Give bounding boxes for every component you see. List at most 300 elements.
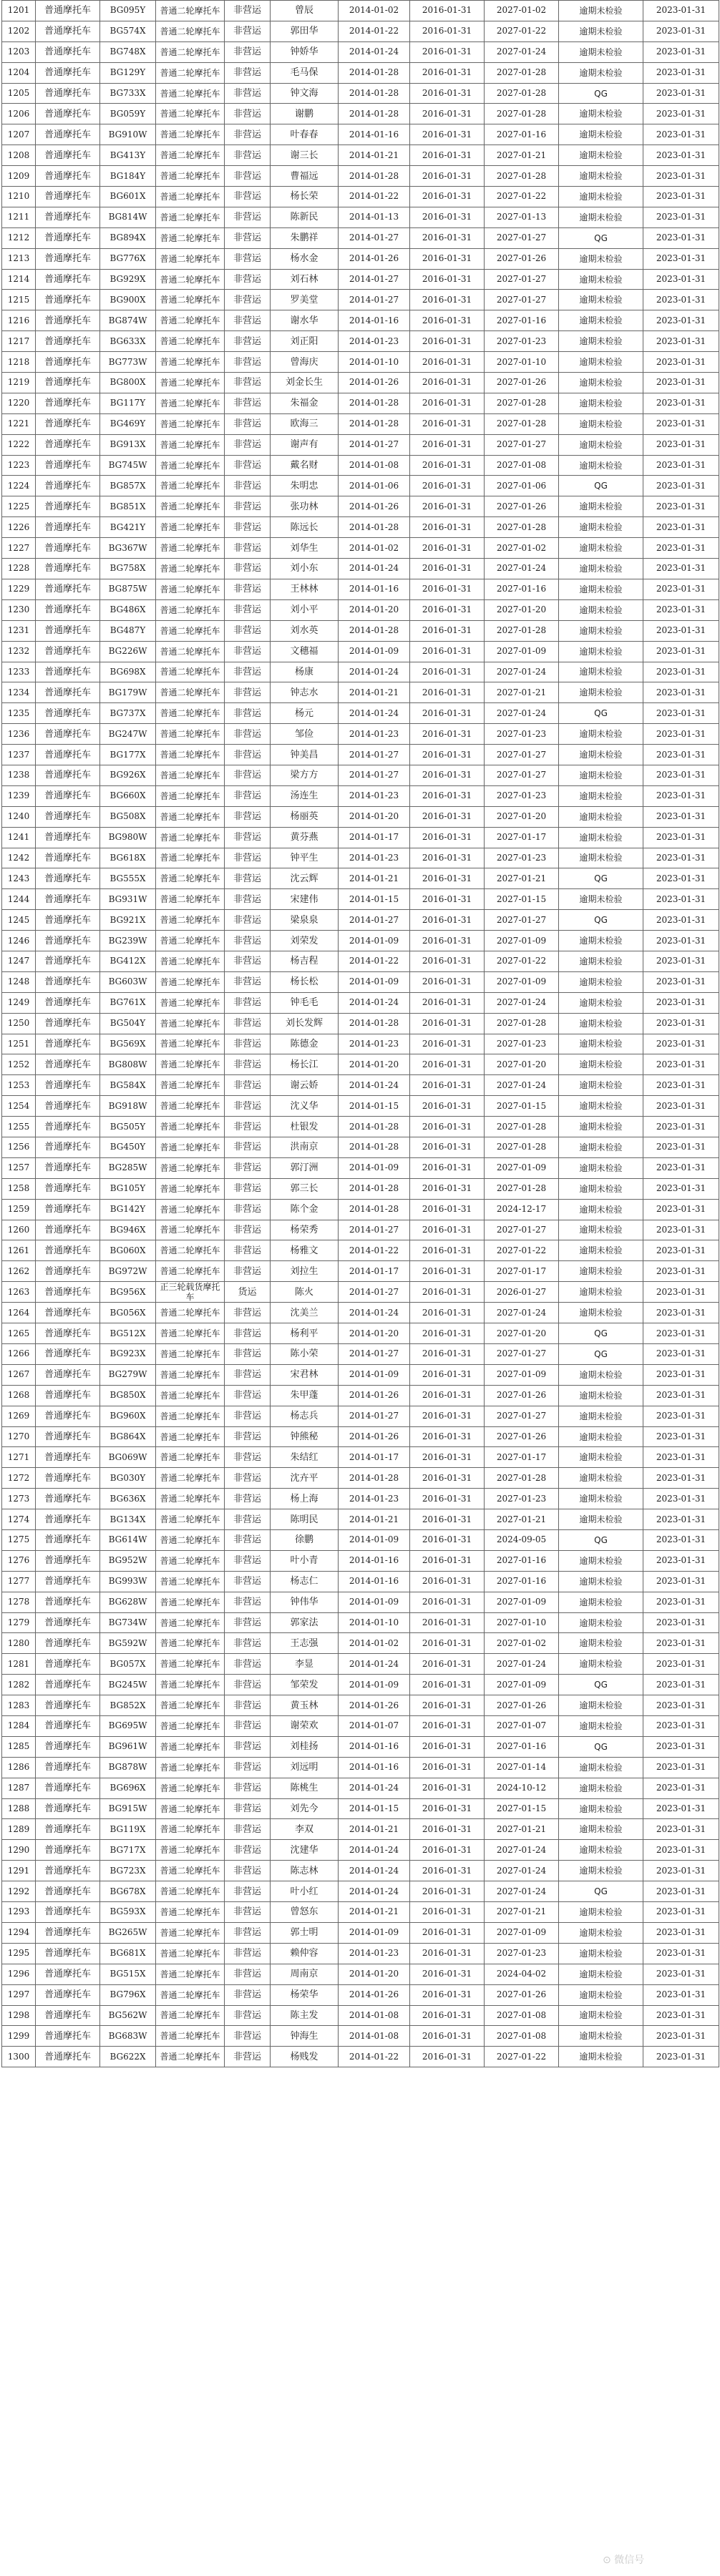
cell-inspection-date: 2016-01-31 xyxy=(410,662,485,682)
cell-scrap-date: 2027-01-28 xyxy=(485,413,559,434)
cell-plate-number: BG279W xyxy=(100,1364,156,1385)
cell-deadline-date: 2023-01-31 xyxy=(643,1323,719,1344)
cell-usage-type: 非营运 xyxy=(225,1199,271,1220)
cell-register-date: 2014-01-15 xyxy=(339,1096,410,1117)
cell-deadline-date: 2023-01-31 xyxy=(643,1654,719,1675)
cell-plate-number: BG734W xyxy=(100,1612,156,1633)
cell-scrap-date: 2027-01-22 xyxy=(485,1240,559,1261)
cell-register-date: 2014-01-20 xyxy=(339,599,410,620)
cell-inspection-date: 2016-01-31 xyxy=(410,1240,485,1261)
cell-usage-type: 非营运 xyxy=(225,745,271,765)
cell-row-number: 1260 xyxy=(2,1220,36,1240)
cell-vehicle-type: 普通摩托车 xyxy=(36,187,100,207)
cell-status: 逾期未检验 xyxy=(559,1137,643,1157)
table-row xyxy=(2,1075,719,1096)
cell-register-date: 2014-01-10 xyxy=(339,1612,410,1633)
cell-owner-name: 杨荣秀 xyxy=(271,1220,339,1240)
cell-deadline-date: 2023-01-31 xyxy=(643,1,719,21)
cell-owner-name: 刘水英 xyxy=(271,620,339,641)
table-row xyxy=(2,1509,719,1530)
cell-owner-name: 曾海庆 xyxy=(271,352,339,373)
cell-inspection-date: 2016-01-31 xyxy=(410,785,485,806)
cell-status: 逾期未检验 xyxy=(559,1592,643,1612)
cell-vehicle-type: 普通摩托车 xyxy=(36,1344,100,1365)
cell-status: 逾期未检验 xyxy=(559,1840,643,1861)
cell-inspection-date: 2016-01-31 xyxy=(410,187,485,207)
cell-row-number: 1254 xyxy=(2,1096,36,1117)
cell-inspection-date: 2016-01-31 xyxy=(410,1922,485,1943)
cell-usage-type: 非营运 xyxy=(225,1240,271,1261)
cell-inspection-date: 2016-01-31 xyxy=(410,1778,485,1798)
cell-inspection-date: 2016-01-31 xyxy=(410,682,485,703)
cell-vehicle-type: 普通摩托车 xyxy=(36,620,100,641)
cell-inspection-date: 2016-01-31 xyxy=(410,1178,485,1199)
cell-scrap-date: 2027-01-28 xyxy=(485,1137,559,1157)
cell-register-date: 2014-01-21 xyxy=(339,868,410,889)
cell-inspection-date: 2016-01-31 xyxy=(410,1157,485,1178)
cell-register-date: 2014-01-09 xyxy=(339,1530,410,1551)
cell-vehicle-type: 普通摩托车 xyxy=(36,1757,100,1778)
cell-register-date: 2014-01-24 xyxy=(339,703,410,724)
cell-vehicle-type: 普通摩托车 xyxy=(36,703,100,724)
cell-usage-type: 非营运 xyxy=(225,1509,271,1530)
cell-usage-type: 非营运 xyxy=(225,476,271,496)
cell-vehicle-model: 普通二轮摩托车 xyxy=(156,579,225,599)
cell-status: 逾期未检验 xyxy=(559,434,643,455)
cell-row-number: 1203 xyxy=(2,41,36,62)
table-row xyxy=(2,145,719,166)
cell-register-date: 2014-01-26 xyxy=(339,1695,410,1716)
table-row xyxy=(2,579,719,599)
cell-vehicle-type: 普通摩托车 xyxy=(36,785,100,806)
cell-deadline-date: 2023-01-31 xyxy=(643,187,719,207)
cell-inspection-date: 2016-01-31 xyxy=(410,434,485,455)
cell-register-date: 2014-01-09 xyxy=(339,1592,410,1612)
cell-scrap-date: 2027-01-27 xyxy=(485,290,559,310)
cell-row-number: 1285 xyxy=(2,1736,36,1757)
cell-scrap-date: 2027-01-17 xyxy=(485,827,559,848)
cell-register-date: 2014-01-28 xyxy=(339,83,410,104)
cell-vehicle-model: 普通二轮摩托车 xyxy=(156,1571,225,1592)
cell-scrap-date: 2027-01-27 xyxy=(485,1406,559,1426)
cell-register-date: 2014-01-28 xyxy=(339,517,410,538)
cell-plate-number: BG555X xyxy=(100,868,156,889)
cell-deadline-date: 2023-01-31 xyxy=(643,1840,719,1861)
cell-scrap-date: 2027-01-21 xyxy=(485,682,559,703)
table-row xyxy=(2,104,719,124)
cell-status: 逾期未检验 xyxy=(559,104,643,124)
cell-vehicle-model: 普通二轮摩托车 xyxy=(156,248,225,269)
cell-vehicle-model: 普通二轮摩托车 xyxy=(156,868,225,889)
cell-deadline-date: 2023-01-31 xyxy=(643,1137,719,1157)
cell-usage-type: 非营运 xyxy=(225,785,271,806)
cell-scrap-date: 2027-01-26 xyxy=(485,1426,559,1447)
cell-row-number: 1225 xyxy=(2,496,36,517)
cell-owner-name: 刘长发辉 xyxy=(271,1013,339,1034)
cell-status: QG xyxy=(559,1344,643,1365)
table-row xyxy=(2,1902,719,1923)
cell-owner-name: 谢云娇 xyxy=(271,1075,339,1096)
cell-inspection-date: 2016-01-31 xyxy=(410,1199,485,1220)
cell-plate-number: BG875W xyxy=(100,579,156,599)
cell-scrap-date: 2027-01-26 xyxy=(485,496,559,517)
cell-usage-type: 非营运 xyxy=(225,1840,271,1861)
cell-usage-type: 非营运 xyxy=(225,393,271,413)
cell-owner-name: 杨雅文 xyxy=(271,1240,339,1261)
cell-register-date: 2014-01-27 xyxy=(339,745,410,765)
cell-register-date: 2014-01-22 xyxy=(339,21,410,41)
cell-row-number: 1241 xyxy=(2,827,36,848)
cell-inspection-date: 2016-01-31 xyxy=(410,1550,485,1571)
cell-plate-number: BG717X xyxy=(100,1840,156,1861)
cell-vehicle-type: 普通摩托车 xyxy=(36,1778,100,1798)
cell-vehicle-model: 普通二轮摩托车 xyxy=(156,1654,225,1675)
cell-vehicle-type: 普通摩托车 xyxy=(36,559,100,579)
cell-scrap-date: 2027-01-09 xyxy=(485,931,559,951)
cell-vehicle-model: 普通二轮摩托车 xyxy=(156,1612,225,1633)
cell-scrap-date: 2027-01-27 xyxy=(485,910,559,931)
cell-inspection-date: 2016-01-31 xyxy=(410,765,485,785)
cell-deadline-date: 2023-01-31 xyxy=(643,1282,719,1303)
cell-row-number: 1207 xyxy=(2,124,36,145)
cell-row-number: 1277 xyxy=(2,1571,36,1592)
cell-inspection-date: 2016-01-31 xyxy=(410,599,485,620)
cell-vehicle-model: 普通二轮摩托车 xyxy=(156,599,225,620)
cell-register-date: 2014-01-26 xyxy=(339,1385,410,1406)
cell-plate-number: BG412X xyxy=(100,951,156,971)
cell-register-date: 2014-01-22 xyxy=(339,951,410,971)
cell-usage-type: 非营运 xyxy=(225,1922,271,1943)
cell-usage-type: 非营运 xyxy=(225,1261,271,1282)
cell-scrap-date: 2027-01-27 xyxy=(485,1220,559,1240)
cell-usage-type: 非营运 xyxy=(225,1489,271,1509)
cell-vehicle-model: 普通二轮摩托车 xyxy=(156,931,225,951)
cell-scrap-date: 2027-01-08 xyxy=(485,2005,559,2026)
table-row xyxy=(2,1054,719,1075)
cell-scrap-date: 2027-01-24 xyxy=(485,559,559,579)
cell-scrap-date: 2027-01-08 xyxy=(485,2026,559,2047)
cell-inspection-date: 2016-01-31 xyxy=(410,269,485,290)
cell-row-number: 1269 xyxy=(2,1406,36,1426)
cell-row-number: 1300 xyxy=(2,2047,36,2067)
cell-usage-type: 非营运 xyxy=(225,1964,271,1984)
cell-plate-number: BG421Y xyxy=(100,517,156,538)
cell-owner-name: 文穗福 xyxy=(271,641,339,662)
cell-status: 逾期未检验 xyxy=(559,248,643,269)
cell-row-number: 1211 xyxy=(2,207,36,227)
cell-register-date: 2014-01-28 xyxy=(339,166,410,187)
cell-plate-number: BG119X xyxy=(100,1819,156,1840)
table-row xyxy=(2,310,719,331)
cell-inspection-date: 2016-01-31 xyxy=(410,1695,485,1716)
cell-register-date: 2014-01-28 xyxy=(339,620,410,641)
cell-row-number: 1282 xyxy=(2,1675,36,1695)
cell-register-date: 2014-01-28 xyxy=(339,1013,410,1034)
cell-register-date: 2014-01-10 xyxy=(339,352,410,373)
cell-owner-name: 刘小平 xyxy=(271,599,339,620)
cell-status: 逾期未检验 xyxy=(559,806,643,827)
cell-scrap-date: 2027-01-20 xyxy=(485,1323,559,1344)
cell-register-date: 2014-01-07 xyxy=(339,1716,410,1737)
cell-plate-number: BG852X xyxy=(100,1695,156,1716)
cell-vehicle-model: 普通二轮摩托车 xyxy=(156,1819,225,1840)
cell-vehicle-type: 普通摩托车 xyxy=(36,2047,100,2067)
cell-plate-number: BG808W xyxy=(100,1054,156,1075)
cell-owner-name: 钟文海 xyxy=(271,83,339,104)
table-row xyxy=(2,745,719,765)
cell-status: 逾期未检验 xyxy=(559,1778,643,1798)
cell-register-date: 2014-01-09 xyxy=(339,1675,410,1695)
cell-inspection-date: 2016-01-31 xyxy=(410,1034,485,1054)
table-row xyxy=(2,1323,719,1344)
cell-vehicle-type: 普通摩托车 xyxy=(36,951,100,971)
cell-vehicle-model: 普通二轮摩托车 xyxy=(156,1922,225,1943)
cell-row-number: 1209 xyxy=(2,166,36,187)
cell-register-date: 2014-01-28 xyxy=(339,104,410,124)
cell-deadline-date: 2023-01-31 xyxy=(643,290,719,310)
table-row xyxy=(2,21,719,41)
cell-row-number: 1266 xyxy=(2,1344,36,1365)
cell-usage-type: 非营运 xyxy=(225,413,271,434)
cell-row-number: 1287 xyxy=(2,1778,36,1798)
cell-deadline-date: 2023-01-31 xyxy=(643,310,719,331)
cell-status: 逾期未检验 xyxy=(559,1633,643,1654)
cell-register-date: 2014-01-27 xyxy=(339,1344,410,1365)
cell-row-number: 1204 xyxy=(2,62,36,83)
cell-deadline-date: 2023-01-31 xyxy=(643,579,719,599)
cell-status: QG xyxy=(559,1881,643,1902)
cell-status: 逾期未检验 xyxy=(559,1550,643,1571)
cell-deadline-date: 2023-01-31 xyxy=(643,1798,719,1819)
cell-vehicle-type: 普通摩托车 xyxy=(36,1654,100,1675)
cell-status: 逾期未检验 xyxy=(559,2026,643,2047)
cell-status: QG xyxy=(559,1530,643,1551)
cell-vehicle-type: 普通摩托车 xyxy=(36,848,100,868)
cell-vehicle-type: 普通摩托车 xyxy=(36,1137,100,1157)
cell-deadline-date: 2023-01-31 xyxy=(643,1344,719,1365)
cell-vehicle-model: 普通二轮摩托车 xyxy=(156,745,225,765)
cell-inspection-date: 2016-01-31 xyxy=(410,1096,485,1117)
cell-status: 逾期未检验 xyxy=(559,145,643,166)
cell-row-number: 1213 xyxy=(2,248,36,269)
cell-status: 逾期未检验 xyxy=(559,682,643,703)
cell-row-number: 1229 xyxy=(2,579,36,599)
cell-deadline-date: 2023-01-31 xyxy=(643,682,719,703)
table-row xyxy=(2,868,719,889)
cell-usage-type: 非营运 xyxy=(225,1323,271,1344)
cell-vehicle-type: 普通摩托车 xyxy=(36,1633,100,1654)
cell-status: 逾期未检验 xyxy=(559,1943,643,1964)
cell-inspection-date: 2016-01-31 xyxy=(410,724,485,745)
cell-register-date: 2014-01-23 xyxy=(339,848,410,868)
cell-usage-type: 非营运 xyxy=(225,910,271,931)
cell-inspection-date: 2016-01-31 xyxy=(410,848,485,868)
cell-scrap-date: 2027-01-22 xyxy=(485,951,559,971)
cell-status: 逾期未检验 xyxy=(559,599,643,620)
cell-deadline-date: 2023-01-31 xyxy=(643,1592,719,1612)
cell-status: 逾期未检验 xyxy=(559,889,643,910)
cell-deadline-date: 2023-01-31 xyxy=(643,931,719,951)
table-row xyxy=(2,1922,719,1943)
cell-register-date: 2014-01-28 xyxy=(339,413,410,434)
cell-plate-number: BG946X xyxy=(100,1220,156,1240)
cell-status: 逾期未检验 xyxy=(559,1075,643,1096)
cell-scrap-date: 2027-01-27 xyxy=(485,765,559,785)
cell-vehicle-model: 普通二轮摩托车 xyxy=(156,785,225,806)
cell-deadline-date: 2023-01-31 xyxy=(643,2005,719,2026)
cell-usage-type: 非营运 xyxy=(225,352,271,373)
cell-vehicle-type: 普通摩托车 xyxy=(36,1240,100,1261)
cell-status: 逾期未检验 xyxy=(559,1,643,21)
cell-vehicle-type: 普通摩托车 xyxy=(36,1736,100,1757)
cell-vehicle-model: 普通二轮摩托车 xyxy=(156,538,225,559)
cell-scrap-date: 2027-01-24 xyxy=(485,662,559,682)
cell-scrap-date: 2027-01-28 xyxy=(485,620,559,641)
cell-vehicle-model: 普通二轮摩托车 xyxy=(156,1406,225,1426)
cell-owner-name: 朱甲蓬 xyxy=(271,1385,339,1406)
cell-vehicle-model: 普通二轮摩托车 xyxy=(156,413,225,434)
cell-vehicle-model: 普通二轮摩托车 xyxy=(156,1798,225,1819)
cell-register-date: 2014-01-23 xyxy=(339,1034,410,1054)
cell-inspection-date: 2016-01-31 xyxy=(410,1426,485,1447)
cell-row-number: 1291 xyxy=(2,1861,36,1881)
cell-vehicle-type: 普通摩托车 xyxy=(36,1571,100,1592)
cell-register-date: 2014-01-22 xyxy=(339,187,410,207)
table-row xyxy=(2,703,719,724)
cell-deadline-date: 2023-01-31 xyxy=(643,538,719,559)
cell-vehicle-type: 普通摩托车 xyxy=(36,889,100,910)
table-row xyxy=(2,1716,719,1737)
cell-plate-number: BG095Y xyxy=(100,1,156,21)
cell-register-date: 2014-01-23 xyxy=(339,724,410,745)
cell-vehicle-type: 普通摩托车 xyxy=(36,1178,100,1199)
cell-row-number: 1226 xyxy=(2,517,36,538)
cell-status: 逾期未检验 xyxy=(559,1468,643,1489)
cell-vehicle-type: 普通摩托车 xyxy=(36,1054,100,1075)
table-row xyxy=(2,620,719,641)
cell-plate-number: BG758X xyxy=(100,559,156,579)
cell-deadline-date: 2023-01-31 xyxy=(643,1157,719,1178)
cell-vehicle-type: 普通摩托车 xyxy=(36,910,100,931)
cell-vehicle-type: 普通摩托车 xyxy=(36,1323,100,1344)
cell-inspection-date: 2016-01-31 xyxy=(410,496,485,517)
cell-status: 逾期未检验 xyxy=(559,1798,643,1819)
cell-register-date: 2014-01-27 xyxy=(339,227,410,248)
cell-register-date: 2014-01-27 xyxy=(339,1406,410,1426)
cell-inspection-date: 2016-01-31 xyxy=(410,352,485,373)
cell-deadline-date: 2023-01-31 xyxy=(643,1426,719,1447)
cell-deadline-date: 2023-01-31 xyxy=(643,62,719,83)
cell-deadline-date: 2023-01-31 xyxy=(643,1571,719,1592)
cell-scrap-date: 2027-01-16 xyxy=(485,579,559,599)
cell-status: 逾期未检验 xyxy=(559,785,643,806)
cell-scrap-date: 2027-01-28 xyxy=(485,1178,559,1199)
cell-register-date: 2014-01-09 xyxy=(339,641,410,662)
cell-vehicle-model: 普通二轮摩托车 xyxy=(156,166,225,187)
cell-register-date: 2014-01-24 xyxy=(339,1075,410,1096)
cell-vehicle-type: 普通摩托车 xyxy=(36,290,100,310)
table-row xyxy=(2,1447,719,1468)
cell-owner-name: 邹荣发 xyxy=(271,1675,339,1695)
cell-deadline-date: 2023-01-31 xyxy=(643,1736,719,1757)
cell-usage-type: 非营运 xyxy=(225,806,271,827)
table-row xyxy=(2,538,719,559)
cell-vehicle-type: 普通摩托车 xyxy=(36,1261,100,1282)
cell-scrap-date: 2027-01-16 xyxy=(485,1550,559,1571)
table-row xyxy=(2,83,719,104)
cell-inspection-date: 2016-01-31 xyxy=(410,559,485,579)
cell-vehicle-model: 普通二轮摩托车 xyxy=(156,1303,225,1323)
cell-inspection-date: 2016-01-31 xyxy=(410,910,485,931)
cell-vehicle-model: 普通二轮摩托车 xyxy=(156,951,225,971)
cell-register-date: 2014-01-23 xyxy=(339,1943,410,1964)
cell-owner-name: 黄芬燕 xyxy=(271,827,339,848)
cell-scrap-date: 2027-01-28 xyxy=(485,104,559,124)
cell-usage-type: 非营运 xyxy=(225,187,271,207)
table-row xyxy=(2,1303,719,1323)
cell-owner-name: 杨长江 xyxy=(271,1054,339,1075)
cell-scrap-date: 2027-01-15 xyxy=(485,1798,559,1819)
cell-vehicle-model: 普通二轮摩托车 xyxy=(156,724,225,745)
cell-register-date: 2014-01-08 xyxy=(339,455,410,476)
cell-plate-number: BG894X xyxy=(100,227,156,248)
cell-deadline-date: 2023-01-31 xyxy=(643,2047,719,2067)
cell-status: 逾期未检验 xyxy=(559,1261,643,1282)
cell-inspection-date: 2016-01-31 xyxy=(410,1075,485,1096)
vehicle-table xyxy=(1,0,719,2067)
cell-usage-type: 非营运 xyxy=(225,1612,271,1633)
cell-vehicle-type: 普通摩托车 xyxy=(36,1922,100,1943)
cell-register-date: 2014-01-23 xyxy=(339,785,410,806)
cell-vehicle-model: 普通二轮摩托车 xyxy=(156,393,225,413)
cell-scrap-date: 2027-01-22 xyxy=(485,187,559,207)
cell-vehicle-model: 普通二轮摩托车 xyxy=(156,1757,225,1778)
cell-vehicle-type: 普通摩托车 xyxy=(36,331,100,352)
table-row xyxy=(2,1199,719,1220)
cell-owner-name: 梁泉泉 xyxy=(271,910,339,931)
cell-deadline-date: 2023-01-31 xyxy=(643,227,719,248)
cell-status: 逾期未检验 xyxy=(559,124,643,145)
cell-vehicle-type: 普通摩托车 xyxy=(36,248,100,269)
cell-vehicle-model: 普通二轮摩托车 xyxy=(156,517,225,538)
table-row xyxy=(2,1861,719,1881)
cell-row-number: 1258 xyxy=(2,1178,36,1199)
cell-vehicle-type: 普通摩托车 xyxy=(36,455,100,476)
cell-usage-type: 非营运 xyxy=(225,1819,271,1840)
cell-row-number: 1257 xyxy=(2,1157,36,1178)
cell-row-number: 1251 xyxy=(2,1034,36,1054)
cell-plate-number: BG857X xyxy=(100,476,156,496)
cell-usage-type: 非营运 xyxy=(225,1178,271,1199)
cell-row-number: 1201 xyxy=(2,1,36,21)
cell-vehicle-model: 普通二轮摩托车 xyxy=(156,1984,225,2005)
cell-vehicle-model: 普通二轮摩托车 xyxy=(156,1240,225,1261)
cell-row-number: 1218 xyxy=(2,352,36,373)
cell-plate-number: BG486X xyxy=(100,599,156,620)
cell-owner-name: 杨贱发 xyxy=(271,2047,339,2067)
cell-inspection-date: 2016-01-31 xyxy=(410,1716,485,1737)
cell-plate-number: BG633X xyxy=(100,331,156,352)
cell-usage-type: 非营运 xyxy=(225,538,271,559)
cell-status: 逾期未检验 xyxy=(559,1406,643,1426)
cell-register-date: 2014-01-24 xyxy=(339,1881,410,1902)
cell-usage-type: 非营运 xyxy=(225,1736,271,1757)
cell-scrap-date: 2027-01-09 xyxy=(485,971,559,992)
cell-plate-number: BG929X xyxy=(100,269,156,290)
table-row xyxy=(2,227,719,248)
cell-vehicle-model: 普通二轮摩托车 xyxy=(156,1736,225,1757)
cell-scrap-date: 2027-01-22 xyxy=(485,21,559,41)
